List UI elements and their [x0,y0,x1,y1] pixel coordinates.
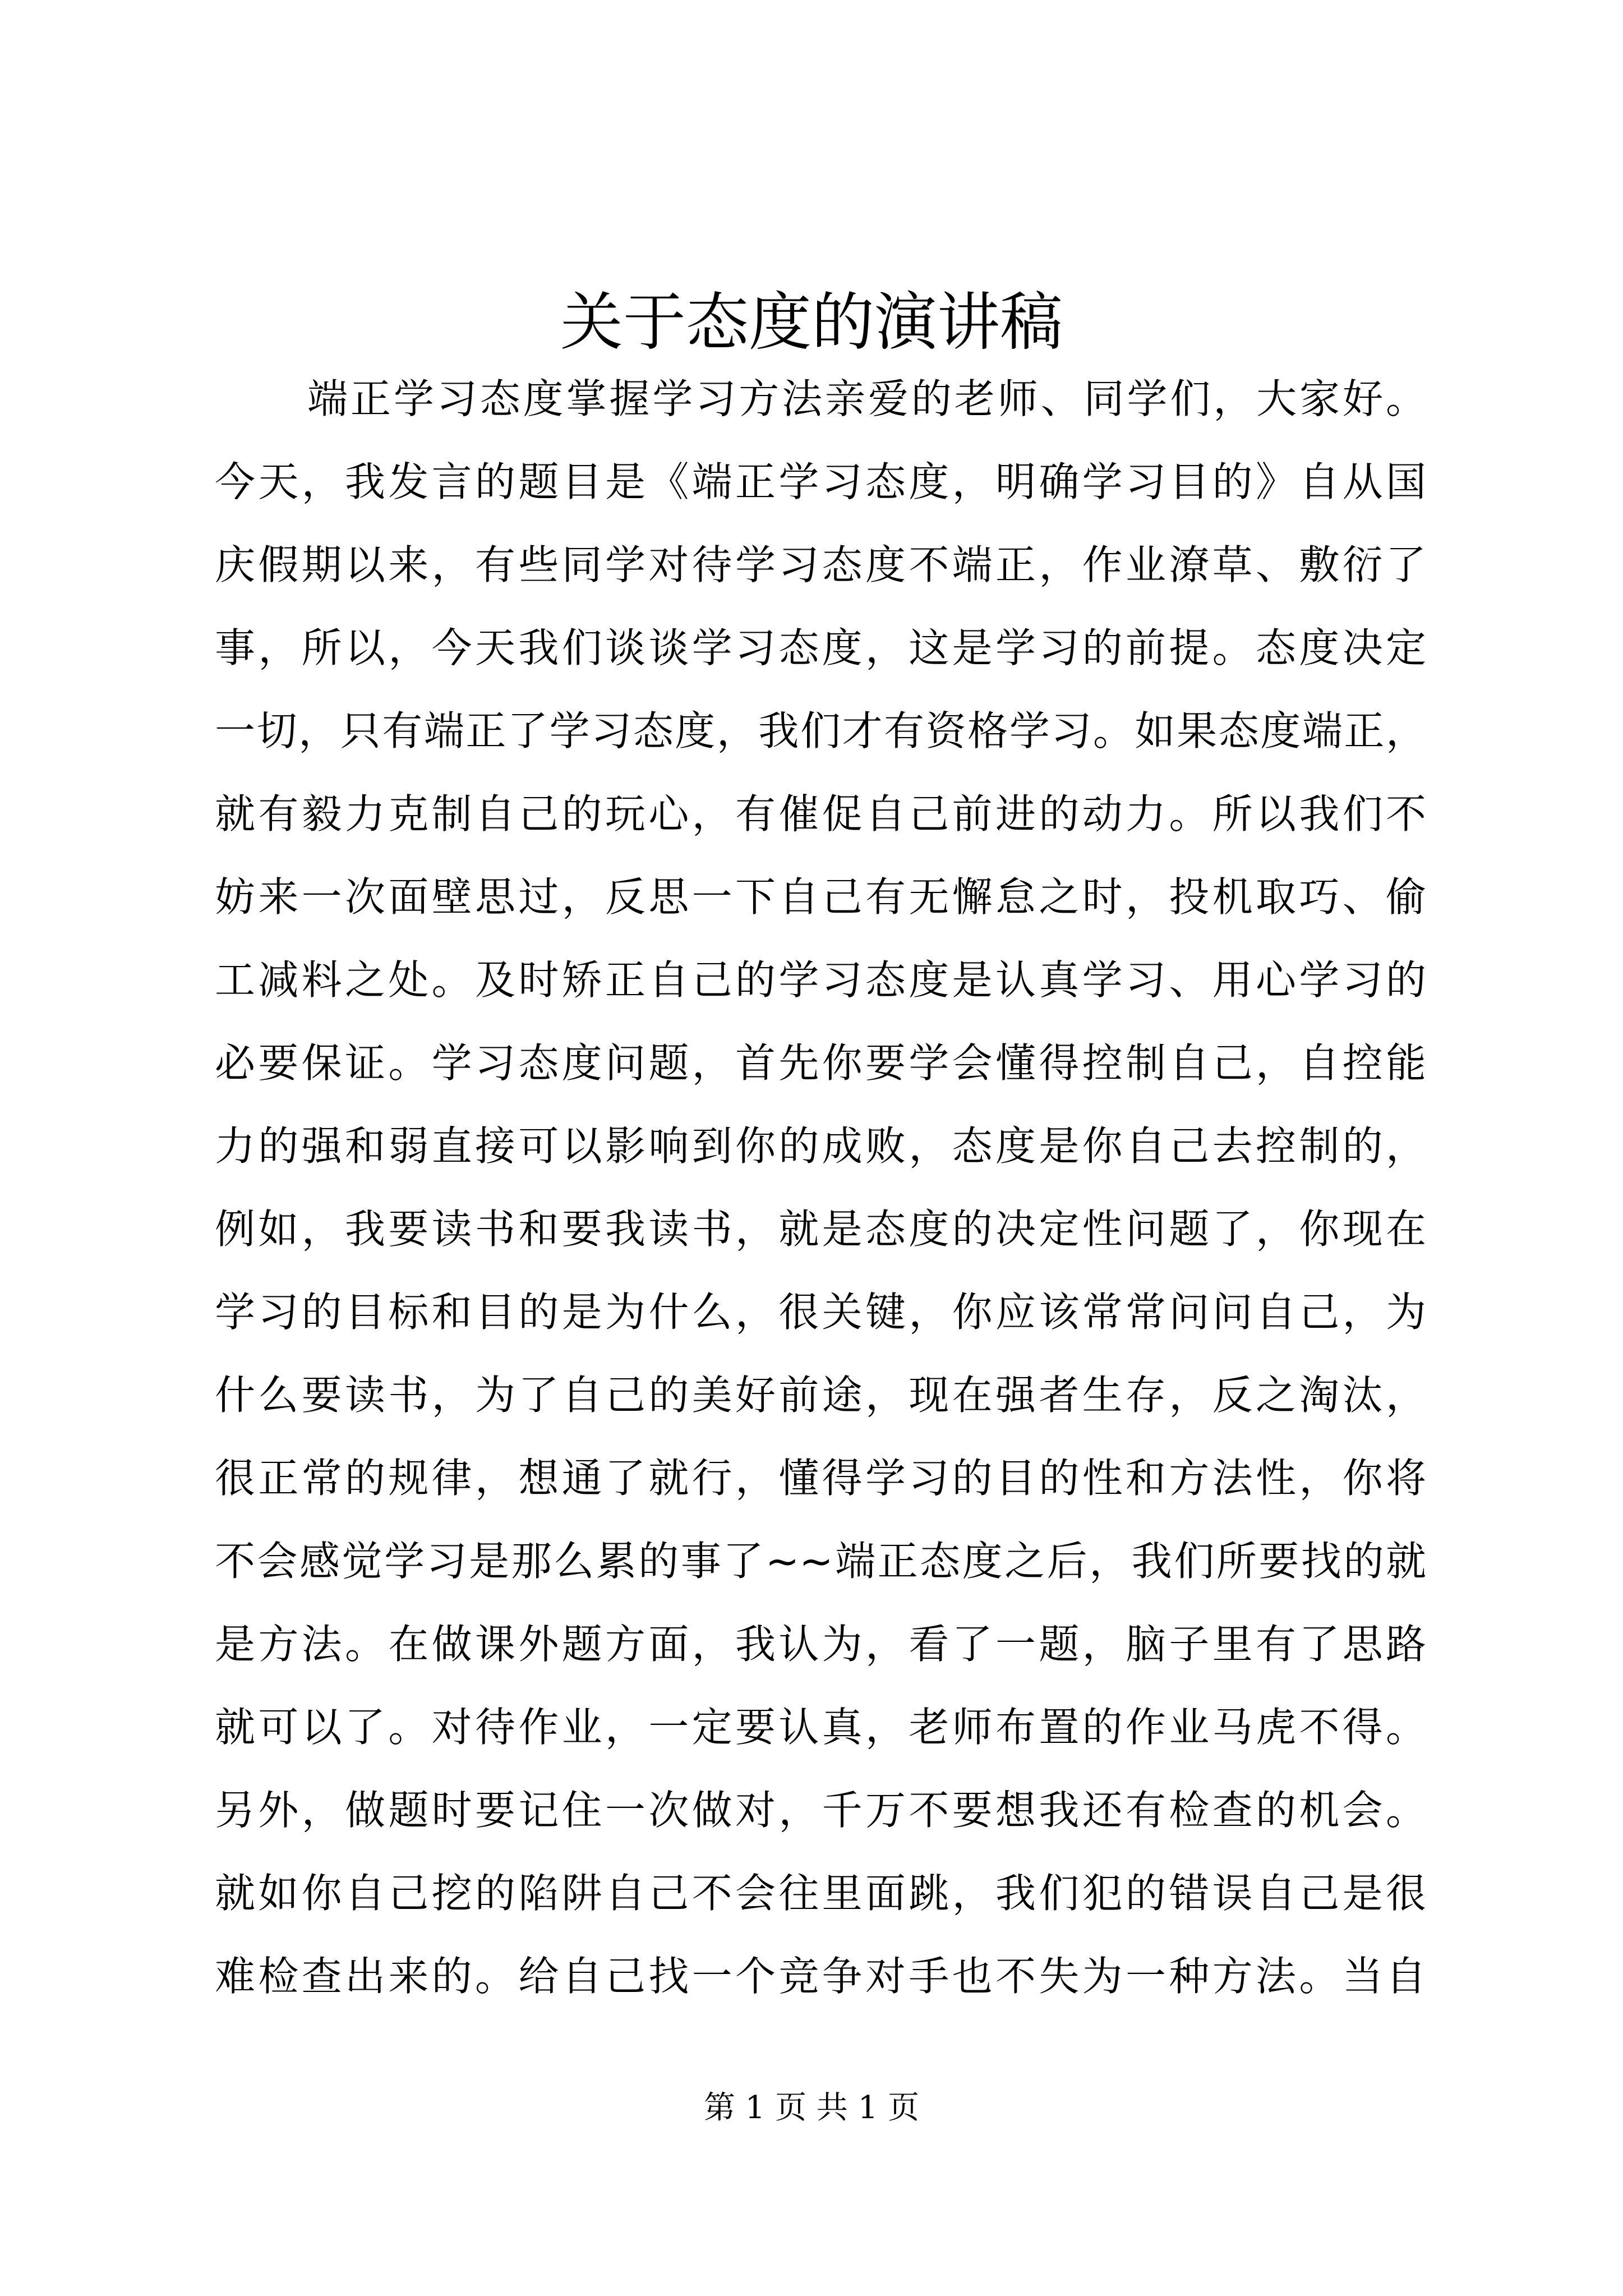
body-line: 例如，我要读书和要我读书，就是态度的决定性问题了，你现在 [215,1205,1426,1253]
body-line: 必要保证。学习态度问题，首先你要学会懂得控制自己，自控能 [215,1039,1426,1087]
document-body [215,357,1426,2018]
body-line: 很正常的规律，想通了就行，懂得学习的目的性和方法性，你将 [215,1455,1426,1502]
body-line: 不会感觉学习是那么累的事了~~端正态度之后，我们所要找的就 [215,1538,1426,1585]
body-line: 就可以了。对待作业，一定要认真，老师布置的作业马虎不得。 [215,1704,1426,1751]
body-line: 就有毅力克制自己的玩心，有催促自己前进的动力。所以我们不 [215,790,1426,838]
body-line: 就如你自己挖的陷阱自己不会往里面跳，我们犯的错误自己是很 [215,1870,1426,1917]
body-line: 什么要读书，为了自己的美好前途，现在强者生存，反之淘汰， [215,1372,1426,1419]
body-line: 是方法。在做课外题方面，我认为，看了一题，脑子里有了思路 [215,1621,1426,1668]
body-line: 事，所以，今天我们谈谈学习态度，这是学习的前提。态度决定 [215,624,1426,671]
body-line: 力的强和弱直接可以影响到你的成败，态度是你自己去控制的， [215,1122,1426,1170]
body-line: 今天，我发言的题目是《端正学习态度，明确学习目的》自从国 [215,458,1426,505]
page-footer: 第 1 页 共 1 页 [703,2090,920,2126]
body-line: 难检查出来的。给自己找一个竞争对手也不失为一种方法。当自 [215,1953,1426,2000]
body-line: 另外，做题时要记住一次做对，千万不要想我还有检查的机会。 [215,1787,1426,1834]
body-line: 妨来一次面壁思过，反思一下自己有无懈怠之时，投机取巧、偷 [215,873,1426,921]
body-line: 一切，只有端正了学习态度，我们才有资格学习。如果态度端正， [215,707,1426,754]
body-line: 工减料之处。及时矫正自己的学习态度是认真学习、用心学习的 [215,956,1426,1004]
body-line: 端正学习态度掌握学习方法亲爱的老师、同学们，大家好。 [307,375,1426,422]
document-title: 关于态度的演讲稿 [560,286,1063,359]
body-line: 庆假期以来，有些同学对待学习态度不端正，作业潦草、敷衍了 [215,541,1426,588]
body-line: 学习的目标和目的是为什么，很关键，你应该常常问问自己，为 [215,1289,1426,1336]
